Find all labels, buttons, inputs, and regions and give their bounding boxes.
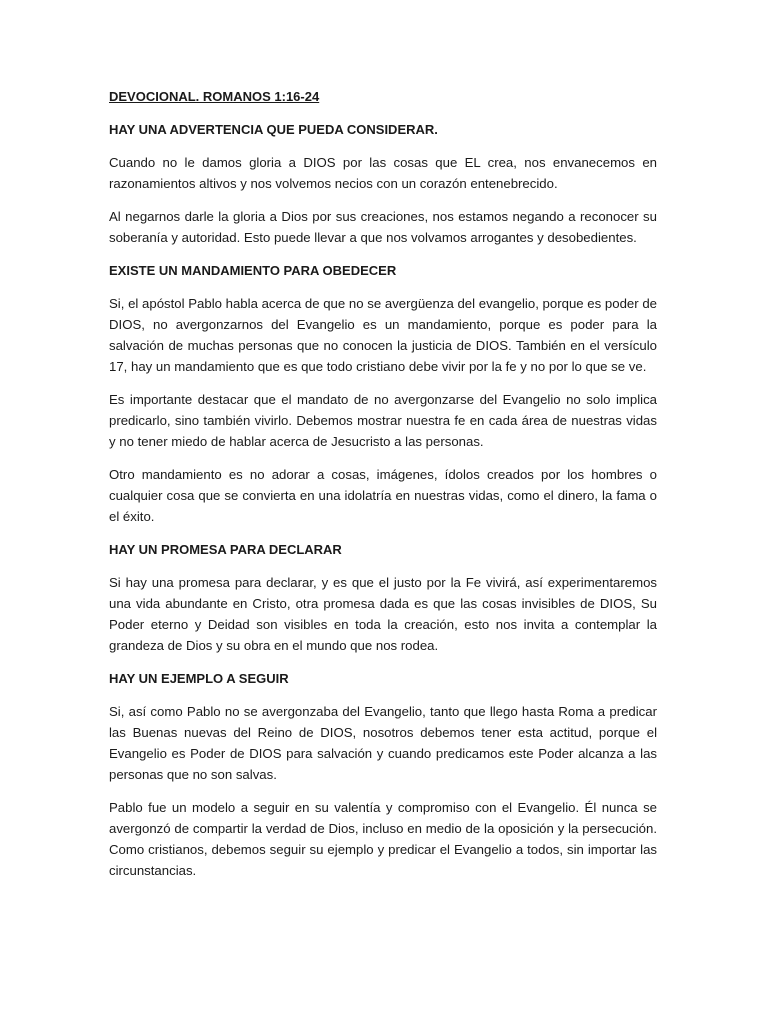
paragraph: Si, el apóstol Pablo habla acerca de que no se avergüenza del evangelio, porque es poder de DIOS, no avergonzarnos del Evangelio es un mandamiento, porque es poder para la salvación de muchas personas que no conocen la justicia de DIOS. También en el versículo 17, hay un mandamiento que es que todo cristiano debe vivir por la fe y no por lo que se ve. [109,296,657,374]
section-heading-promesa: HAY UN PROMESA PARA DECLARAR [109,542,342,557]
section-heading-ejemplo: HAY UN EJEMPLO A SEGUIR [109,671,289,686]
paragraph: Si hay una promesa para declarar, y es que el justo por la Fe vivirá, así experimentaremos una vida abundante en Cristo, otra promesa dada es que las cosas invisibles de DIOS, Su Poder eterno y Deidad son visibles en toda la creación, esto nos invita a contemplar la grandeza de Dios y su obra en el mundo que nos rodea. [109,575,657,653]
paragraph: Es importante destacar que el mandato de no avergonzarse del Evangelio no solo implica predicarlo, sino también vivirlo. Debemos mostrar nuestra fe en cada área de nuestras vidas y no tener miedo de hablar acerca de Jesucristo a las personas. [109,392,657,449]
document-title: DEVOCIONAL. ROMANOS 1:16-24 [109,89,320,104]
document-page [109,86,657,893]
paragraph: Si, así como Pablo no se avergonzaba del Evangelio, tanto que llego hasta Roma a predicar las Buenas nuevas del Reino de DIOS, nosotros debemos tener esta actitud, porque el Evangelio es Poder de DIOS para salvación y cuando predicamos este Poder alcanza a las personas que no son salvas. [109,704,657,782]
section-heading-mandamiento: EXISTE UN MANDAMIENTO PARA OBEDECER [109,263,397,278]
paragraph: Al negarnos darle la gloria a Dios por sus creaciones, nos estamos negando a reconocer su soberanía y autoridad. Esto puede llevar a que nos volvamos arrogantes y desobedientes. [109,209,657,245]
paragraph: Otro mandamiento es no adorar a cosas, imágenes, ídolos creados por los hombres o cualquier cosa que se convierta en una idolatría en nuestras vidas, como el dinero, la fama o el éxito. [109,467,657,524]
paragraph: Cuando no le damos gloria a DIOS por las cosas que EL crea, nos envanecemos en razonamientos altivos y nos volvemos necios con un corazón entenebrecido. [109,155,657,191]
paragraph: Pablo fue un modelo a seguir en su valentía y compromiso con el Evangelio. Él nunca se avergonzó de compartir la verdad de Dios, incluso en medio de la oposición y la persecución. Como cristianos, debemos seguir su ejemplo y predicar el Evangelio a todos, sin importar las circunstancias. [109,800,657,878]
section-heading-advertencia: HAY UNA ADVERTENCIA QUE PUEDA CONSIDERAR. [109,122,438,137]
